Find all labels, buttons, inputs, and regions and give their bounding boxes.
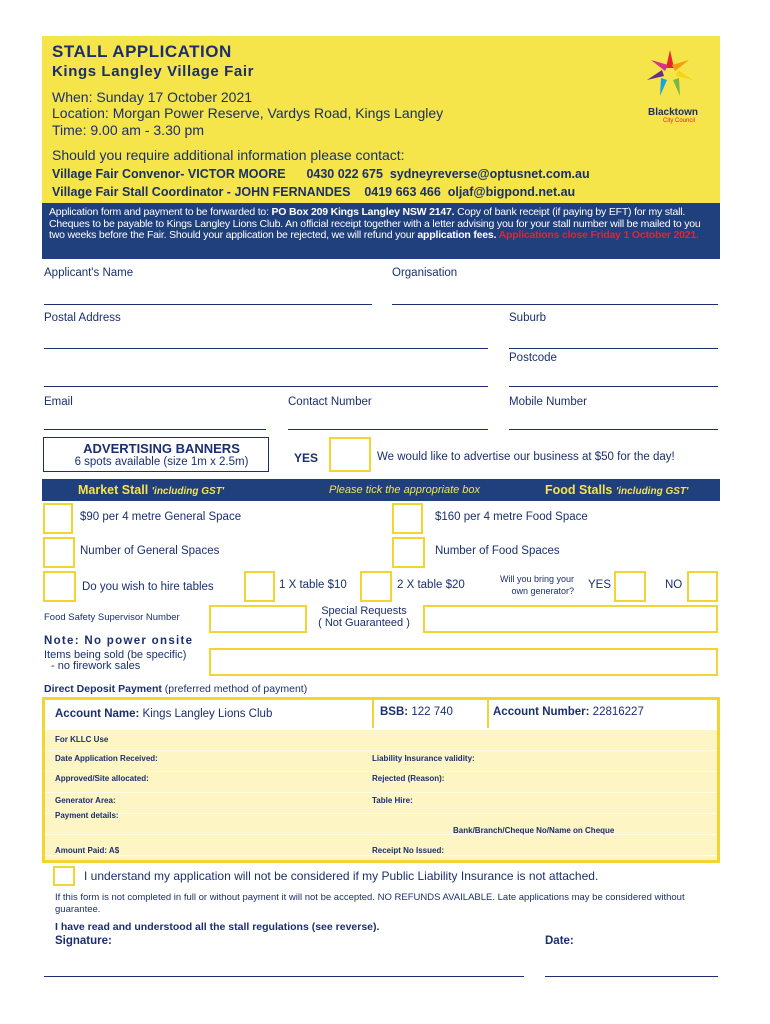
postal-address-line2[interactable]: [44, 386, 488, 387]
liability-statement: I understand my application will not be considered if my Public Liability Insurance is not attached.: [84, 869, 599, 883]
bsb-label: BSB:: [380, 706, 409, 718]
food-spaces-label: Number of Food Spaces: [435, 545, 560, 557]
generator-area-label: Generator Area:: [55, 796, 116, 805]
general-space-checkbox[interactable]: [43, 503, 73, 534]
bsb: [380, 706, 453, 718]
signature-field[interactable]: [44, 976, 524, 977]
direct-deposit-label: Direct Deposit Payment: [44, 683, 162, 695]
event-location: Location: Morgan Power Reserve, Vardys Road, Kings Langley: [52, 105, 444, 121]
suburb-label: Suburb: [509, 312, 547, 324]
mobile-number-field[interactable]: [509, 429, 718, 430]
special-requests-line2: ( Not Guaranteed ): [318, 617, 410, 629]
office-use-heading: For KLLC Use: [55, 735, 109, 744]
tick-instruction: Please tick the appropriate box: [329, 484, 481, 496]
table-1-label: 1 X table $10: [279, 579, 347, 591]
food-safety-label: Food Safety Supervisor Number: [44, 612, 180, 623]
table-1-checkbox[interactable]: [244, 571, 275, 602]
generator-no-checkbox[interactable]: [687, 571, 718, 602]
contact-intro: Should you require additional information please contact:: [52, 147, 405, 163]
email-field[interactable]: [44, 429, 266, 430]
direct-deposit-note: (preferred method of payment): [161, 683, 308, 695]
event-date: When: Sunday 17 October 2021: [52, 89, 253, 105]
generator-question-line2: own generator?: [511, 586, 574, 596]
event-time: Time: 9.00 am - 3.30 pm: [52, 122, 204, 138]
notice-text: [49, 207, 713, 242]
banners-spots: 6 spots available (size 1m x 2.5m): [74, 456, 249, 468]
organisation-field[interactable]: [392, 304, 718, 305]
general-spaces-label: Number of General Spaces: [80, 545, 220, 557]
banners-statement: We would like to advertise our business at $50 for the day!: [377, 451, 675, 463]
date-received-label: Date Application Received:: [55, 754, 158, 763]
signature-label: Signature:: [55, 935, 112, 947]
notice-address: PO Box 209 Kings Langley NSW 2147.: [271, 206, 455, 218]
hire-tables-label: Do you wish to hire tables: [82, 581, 214, 593]
blacktown-logo-icon: [645, 48, 695, 100]
postcode-field[interactable]: [509, 386, 718, 387]
mobile-number-label: Mobile Number: [509, 396, 587, 408]
account-number-value: 22816227: [589, 706, 644, 718]
general-spaces-count[interactable]: [43, 537, 75, 568]
liability-label: Liability Insurance validity:: [372, 754, 475, 763]
form-title: STALL APPLICATION: [52, 42, 232, 61]
applicant-name-field[interactable]: [44, 304, 372, 305]
postal-address-field[interactable]: [44, 348, 488, 349]
applicant-name-label: Applicant's Name: [44, 267, 134, 279]
email-label: Email: [44, 396, 73, 408]
account-name-value: Kings Langley Lions Club: [139, 708, 273, 720]
banners-title: ADVERTISING BANNERS: [83, 441, 240, 456]
table-2-checkbox[interactable]: [360, 571, 392, 602]
table-2-label: 2 X table $20: [397, 579, 465, 591]
food-stall-label: Food Stalls: [545, 483, 613, 497]
convenor-contact: Village Fair Convenor- VICTOR MOORE 0430 022 675 sydneyreverse@optusnet.com.au: [52, 167, 590, 181]
payment-details-label: Payment details:: [55, 811, 119, 820]
late-applications-note: If this form is not completed in full or without payment it will not be accepted. NO REFUNDS AVAILABLE. Late applications may be considered without guarantee.: [55, 892, 685, 915]
date-field[interactable]: [545, 976, 718, 977]
regulations-statement: I have read and understood all the stall regulations (see reverse).: [55, 921, 380, 933]
notice-part1: Application form and payment to be forwarded to:: [49, 206, 272, 218]
food-stall-gst: 'including GST': [615, 486, 689, 497]
special-requests-label: [308, 605, 420, 629]
generator-question: [480, 573, 574, 597]
account-name: [55, 708, 272, 720]
cheque-label: Bank/Branch/Cheque No/Name on Cheque: [453, 826, 615, 835]
items-sold-line2: - no firework sales: [51, 660, 141, 672]
market-stall-label: Market Stall: [78, 483, 149, 497]
account-divider-1: [372, 700, 374, 728]
notice-fees: application fees.: [417, 229, 497, 241]
organisation-label: Organisation: [392, 267, 458, 279]
market-stall-gst: 'including GST': [151, 486, 225, 497]
table-hire-label: Table Hire:: [372, 796, 413, 805]
generator-yes-checkbox[interactable]: [614, 571, 646, 602]
postcode-label: Postcode: [509, 352, 557, 364]
banners-yes-checkbox[interactable]: [329, 437, 371, 472]
liability-checkbox[interactable]: [53, 866, 75, 886]
items-sold-label: [44, 650, 186, 672]
food-spaces-count[interactable]: [392, 537, 425, 568]
market-stall-heading: [78, 483, 224, 497]
bsb-value: 122 740: [408, 706, 453, 718]
direct-deposit-heading: [44, 683, 307, 695]
general-space-label: $90 per 4 metre General Space: [80, 511, 242, 523]
generator-question-line1: Will you bring your: [499, 574, 574, 584]
fair-name: Kings Langley Village Fair: [52, 63, 255, 80]
coordinator-contact: Village Fair Stall Coordinator - JOHN FERNANDES 0419 663 466 oljaf@bigpond.net.au: [52, 185, 576, 199]
logo-sub: City Council: [663, 118, 696, 124]
approved-label: Approved/Site allocated:: [55, 774, 149, 783]
account-number: [493, 706, 644, 718]
items-sold-line1: Items being sold (be specific): [44, 649, 187, 661]
notice-part2: Copy of bank receipt (if paying by EFT) for my stall. Cheques to be payable to Kings Langley Lions Club. An official receipt together with a letter advising you for your stall number will be mailed to you two weeks before the Fair. Should your application be rejected, we will refund your: [49, 206, 701, 241]
suburb-field[interactable]: [509, 348, 718, 349]
logo-name: Blacktown: [648, 107, 699, 118]
food-space-label: $160 per 4 metre Food Space: [435, 511, 588, 523]
notice-close: Applications close Friday 1 October 2021.: [496, 229, 699, 241]
food-safety-field[interactable]: [209, 605, 307, 633]
account-divider-2: [487, 700, 489, 728]
account-number-label: Account Number:: [493, 706, 590, 718]
special-requests-field[interactable]: [423, 605, 718, 633]
food-space-checkbox[interactable]: [392, 503, 423, 534]
contact-number-label: Contact Number: [288, 396, 372, 408]
food-stall-heading: [545, 483, 688, 497]
account-name-label: Account Name:: [55, 708, 140, 720]
banners-yes: YES: [294, 451, 319, 465]
postal-address-label: Postal Address: [44, 312, 121, 324]
contact-number-field[interactable]: [288, 429, 488, 430]
office-use-area: [45, 730, 717, 860]
generator-yes-label: YES: [588, 579, 612, 591]
hire-tables-checkbox[interactable]: [43, 571, 76, 602]
rejected-label: Rejected (Reason):: [372, 774, 445, 783]
items-sold-field[interactable]: [209, 648, 718, 676]
amount-paid-label: Amount Paid: A$: [55, 846, 120, 855]
generator-no-label: NO: [665, 579, 683, 591]
receipt-no-label: Receipt No Issued:: [372, 846, 445, 855]
no-power-note: Note: No power onsite: [44, 635, 194, 647]
date-label: Date:: [545, 935, 574, 947]
special-requests-line1: Special Requests: [321, 605, 407, 617]
